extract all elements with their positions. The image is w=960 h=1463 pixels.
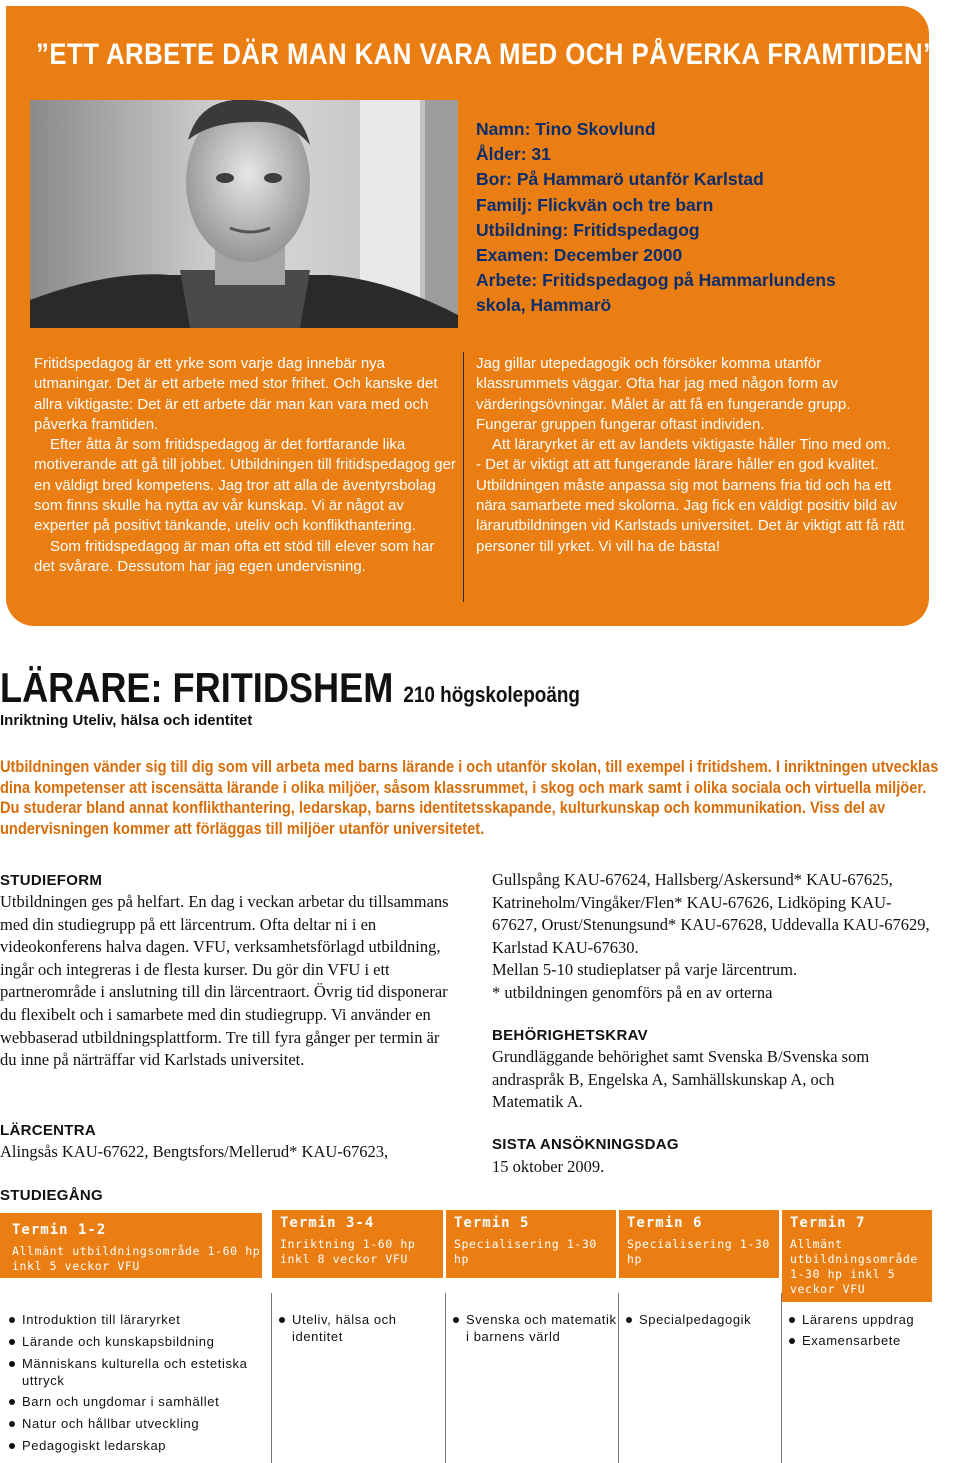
term-courses-3-4 bbox=[271, 1293, 443, 1463]
term-courses-1-2 bbox=[0, 1311, 262, 1463]
course-item: Natur och hållbar utveckling bbox=[8, 1415, 262, 1432]
course-item: Svenska och matematik i barnens värld bbox=[452, 1311, 617, 1345]
term-desc: Allmänt utbildningsområde 1-60 hp inkl 5 veckor VFU bbox=[12, 1244, 261, 1273]
fact-work-cont: skola, Hammarö bbox=[476, 295, 612, 316]
interview-paragraph: - Det är viktigt att att fungerande lärare håller en god kvalitet. Utbildningen måste anpassa sig mot barnens fria tid och ha ett nära samarbete med skolorna. Jag fick en väldigt positiv bild av lärarutbildningen vid Karlstads universitet. Det är viktigt att få rätt personer till yrket. Vi vill ha de bästa! bbox=[476, 456, 905, 555]
term-header-1-2 bbox=[0, 1213, 262, 1278]
fact-education: Utbildning: Fritidspedagog bbox=[476, 219, 700, 240]
program-subtitle: Inriktning Uteliv, hälsa och identitet bbox=[0, 712, 253, 729]
term-desc: Specialisering 1-30 hp bbox=[454, 1237, 597, 1266]
fact-exam: Examen: December 2000 bbox=[476, 245, 683, 266]
term-desc: Inriktning 1-60 hp inkl 8 veckor VFU bbox=[280, 1237, 416, 1266]
term-label: Termin 1-2 bbox=[12, 1222, 107, 1238]
interview-paragraph: Fritidspedagog är ett yrke som varje dag innebär nya utmaningar. Det är ett arbete med stor frihet. Och kanske det allra viktigaste: Det är ett arbete där man kan vara med och påverka framtiden. bbox=[34, 355, 438, 433]
interview-right-column bbox=[476, 354, 906, 557]
behorighet-heading: BEHÖRIGHETSKRAV bbox=[492, 1027, 648, 1044]
behorighet-text: Grundläggande behörighet samt Svenska B/Svenska som andraspråk B, Engelska A, Samhällskunskap A, och Matematik A. bbox=[492, 1047, 870, 1112]
term-desc: Allmänt utbildningsområde 1-30 hp inkl 5 veckor VFU bbox=[790, 1237, 918, 1296]
profile-facts bbox=[476, 117, 916, 319]
interview-paragraph: Att läraryrket är ett av landets viktigaste håller Tino med om. bbox=[492, 436, 891, 454]
course-item: Barn och ungdomar i samhället bbox=[8, 1393, 262, 1410]
course-item: Introduktion till läraryrket bbox=[8, 1311, 262, 1328]
studieform-paragraph: Utbildningen ges på helfart. En dag i veckan arbetar du tillsammans med din studiegrupp på ett lärcentrum. Ofta deltar ni i en videokonferens halva dagen. VFU, verksamhetsförlagd utbildning, ingår och integreras i de flesta kurser. Du gör din VFU i ett partnerområde i anslutning till din lärcentraort. Övrig tid disponerar du flexibelt och i samarbete med din studiegrupp. Vi använder en webbaserad utbildningsplattform. Tre till fyra gånger per termin är du inne på närträffar vid Karlstads universitet. bbox=[0, 892, 449, 1070]
course-item: Människans kulturella och estetiska uttryck bbox=[8, 1355, 262, 1389]
larcentra-text: Alingsås KAU-67622, Bengtsfors/Mellerud* KAU-67623, bbox=[0, 1142, 389, 1161]
program-title-text: LÄRARE: FRITIDSHEM bbox=[0, 664, 394, 711]
studieform-heading: STUDIEFORM bbox=[0, 872, 103, 889]
term-label: Termin 3-4 bbox=[280, 1215, 375, 1231]
term-header-7 bbox=[782, 1210, 932, 1302]
course-item: Uteliv, hälsa och identitet bbox=[278, 1311, 443, 1345]
column-divider bbox=[463, 352, 464, 602]
term-desc: Specialisering 1-30 hp bbox=[627, 1237, 770, 1266]
course-item: Lärarens uppdrag bbox=[788, 1311, 941, 1328]
term-label: Termin 7 bbox=[790, 1215, 866, 1231]
profile-headline: ”ETT ARBETE DÄR MAN KAN VARA MED OCH PÅVERKA FRAMTIDEN” bbox=[36, 38, 937, 71]
fact-residence: Bor: På Hammarö utanför Karlstad bbox=[476, 169, 764, 190]
course-item: Lärande och kunskapsbildning bbox=[8, 1333, 262, 1350]
larcentra-list: Gullspång KAU-67624, Hallsberg/Askersund* KAU-67625, Katrineholm/Vingåker/Flen* KAU-67626, Lidköping KAU-67627, Orust/Stenungsund* KAU-67628, Uddevalla KAU-67629, Karlstad KAU-67630. bbox=[492, 870, 930, 957]
portrait-photo bbox=[30, 100, 458, 328]
larcentra-continued bbox=[492, 869, 932, 1005]
ansokan-date: 15 oktober 2009. bbox=[492, 1157, 605, 1176]
program-intro: Utbildningen vänder sig till dig som vill arbeta med barns lärande i och utanför skolan, till exempel i fritidshem. I inriktningen utvecklas dina kompetenser att iscensätta lärande i olika miljöer, såsom klassrummet, i skog och mark samt i olika sociala och virtuella miljöer. Du studerar bland annat konflikthantering, ledarskap, barns identitetsskapande, kulturkunskap och kommunikation. Viss del av undervisningen kommer att förläggas till miljöer utanför universitetet. bbox=[0, 757, 939, 838]
term-header-6 bbox=[619, 1210, 779, 1278]
term-courses-5 bbox=[445, 1293, 617, 1463]
program-points: 210 högskolepoäng bbox=[403, 682, 580, 707]
fact-work: Arbete: Fritidspedagog på Hammarlundens bbox=[476, 270, 836, 291]
course-item: Examensarbete bbox=[788, 1332, 941, 1349]
fact-family: Familj: Flickvän och tre barn bbox=[476, 194, 714, 215]
interview-left-column bbox=[34, 354, 459, 577]
larcentra-places: Mellan 5-10 studieplatser på varje lärcentrum. bbox=[492, 960, 798, 980]
ansokan-heading: SISTA ANSÖKNINGSDAG bbox=[492, 1136, 679, 1153]
course-item: Pedagogiskt ledarskap bbox=[8, 1437, 262, 1454]
term-label: Termin 5 bbox=[454, 1215, 530, 1231]
studiegang-heading: STUDIEGÅNG bbox=[0, 1187, 104, 1204]
larcentra-note: * utbildningen genomförs på en av orterna bbox=[492, 982, 773, 1002]
term-header-3-4 bbox=[272, 1210, 443, 1278]
term-courses-6 bbox=[618, 1293, 780, 1463]
term-label: Termin 6 bbox=[627, 1215, 703, 1231]
interview-paragraph: Efter åtta år som fritidspedagog är det fortfarande lika motiverande att gå till jobbet. Utbildningen till fritidspedagog ger en väldigt bred kompetens. Jag tror att alla de äventyrsbolag som finns skulle ha nytta av vår kunskap. Vi är något av experter på positivt tänkande, uteliv och konflikthantering. bbox=[34, 436, 456, 535]
term-header-5 bbox=[446, 1210, 616, 1278]
studieform-text bbox=[0, 891, 460, 1072]
interview-paragraph: Jag gillar utepedagogik och försöker komma utanför klassrummets väggar. Ofta har jag med någon form av värderingsövningar. Målet är att få en fungerande grupp. Fungerar gruppen fungerar oftast individen. bbox=[476, 355, 851, 433]
course-item: Specialpedagogik bbox=[625, 1311, 780, 1328]
interview-paragraph: Som fritidspedagog är man ofta ett stöd till elever som har det svårare. Dessutom har jag egen undervisning. bbox=[34, 537, 435, 575]
program-title bbox=[0, 664, 580, 712]
fact-age: Ålder: 31 bbox=[476, 144, 551, 165]
term-courses-7 bbox=[781, 1293, 941, 1463]
portrait-image bbox=[30, 100, 458, 328]
fact-name: Namn: Tino Skovlund bbox=[476, 119, 656, 139]
larcentra-heading: LÄRCENTRA bbox=[0, 1122, 97, 1139]
